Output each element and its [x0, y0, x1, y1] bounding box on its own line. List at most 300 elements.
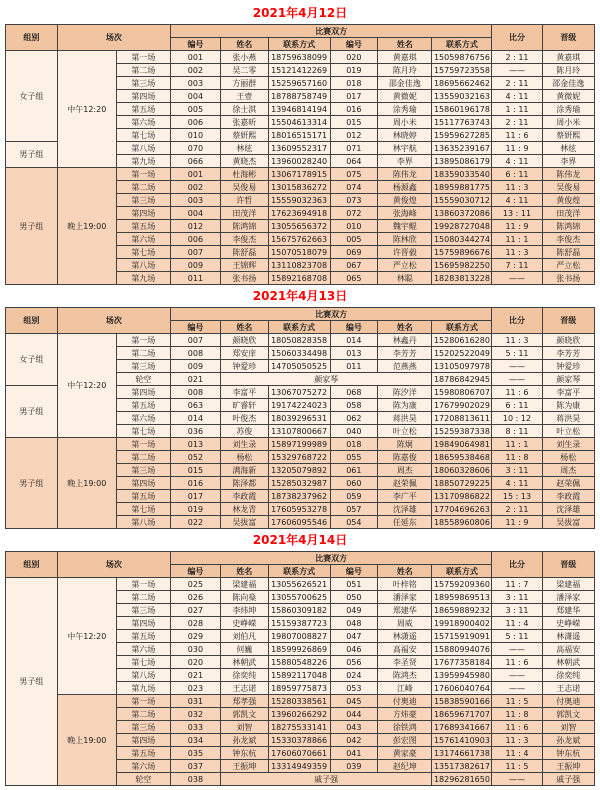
cell-advance: 李俊杰	[542, 233, 594, 246]
cell-name: 杨源鑫	[378, 181, 432, 194]
cell-number: 012	[330, 129, 378, 142]
cell-advance: 黄微妮	[542, 90, 594, 103]
cell-number: 068	[330, 386, 378, 399]
session-cell: 晚上19:00	[57, 438, 116, 529]
cell-number: 013	[330, 347, 378, 360]
cell-match: 第八场	[116, 669, 170, 682]
cell-score: 4 : 11	[492, 90, 542, 103]
header-num: 编号	[170, 321, 220, 334]
cell-name: 苏俊	[220, 425, 268, 438]
cell-match: 第三场	[116, 464, 170, 477]
cell-match: 第八场	[116, 142, 170, 155]
cell-number: 019	[330, 64, 378, 77]
cell-number: 043	[330, 721, 378, 734]
cell-number: 001	[170, 168, 220, 181]
cell-contact: 13635239167	[432, 142, 492, 155]
cell-match: 第五场	[116, 490, 170, 503]
data-row	[6, 695, 595, 708]
cell-contact: 15121412269	[268, 64, 330, 77]
cell-name: 范燕燕	[378, 360, 432, 373]
cell-number: 031	[170, 695, 220, 708]
cell-name: 田茂洋	[220, 207, 268, 220]
cell-score: 2 : 11	[492, 503, 542, 516]
cell-number: 020	[330, 51, 378, 64]
cell-contact: 15559032363	[268, 194, 330, 207]
cell-advance: 王振坤	[542, 760, 594, 773]
cell-contact: 18659671707	[432, 708, 492, 721]
cell-name: 张海峰	[378, 207, 432, 220]
cell-name: 郑孝强	[220, 695, 268, 708]
cell-name: 潘泽家	[378, 591, 432, 604]
cell-number: 024	[330, 669, 378, 682]
date-title: 2021年4月12日	[252, 6, 348, 20]
cell-advance: 叶立松	[542, 425, 594, 438]
cell-match: 第三场	[116, 77, 170, 90]
group-cell: 男子组	[6, 168, 58, 285]
match-table	[5, 24, 595, 285]
cell-score: 3 : 11	[492, 464, 542, 477]
cell-contact: 13055700625	[268, 591, 330, 604]
cell-match: 第九场	[116, 682, 170, 695]
cell-match: 第四场	[116, 734, 170, 747]
cell-number: 006	[170, 233, 220, 246]
tables-root	[5, 6, 595, 786]
cell-advance: 付奥迪	[542, 695, 594, 708]
cell-advance: 赵荣佩	[542, 477, 594, 490]
cell-name: 任延东	[378, 516, 432, 529]
cell-advance: 黄嘉琪	[542, 51, 594, 64]
cell-contact: 17677358184	[432, 656, 492, 669]
cell-number: 070	[170, 142, 220, 155]
group-cell: 女子组	[6, 334, 58, 386]
cell-contact: 15280616280	[432, 334, 492, 347]
cell-match: 第五场	[116, 399, 170, 412]
cell-match: 第七场	[116, 425, 170, 438]
cell-name: 李富平	[220, 386, 268, 399]
cell-score: 15 : 13	[492, 490, 542, 503]
cell-match: 第六场	[116, 116, 170, 129]
header-group: 组别	[6, 308, 58, 334]
cell-contact: 13105097978	[432, 360, 492, 373]
cell-contact: 18060328606	[432, 464, 492, 477]
cell-number: 038	[170, 773, 220, 786]
header-name: 姓名	[378, 321, 432, 334]
cell-match: 第四场	[116, 207, 170, 220]
cell-contact: 18959869513	[432, 591, 492, 604]
cell-contact: 13517382617	[432, 760, 492, 773]
cell-name: 黄嘉琪	[378, 51, 432, 64]
cell-name: 黄俊煌	[378, 194, 432, 207]
cell-score: 4 : 11	[492, 194, 542, 207]
cell-name: 李圣贤	[378, 656, 432, 669]
cell-score: 11 : 9	[492, 516, 542, 529]
cell-score: ——	[492, 669, 542, 682]
cell-match: 第三场	[116, 360, 170, 373]
cell-contact: 15980806707	[432, 386, 492, 399]
cell-contact: 15059876756	[432, 51, 492, 64]
cell-name: 刘智	[220, 721, 268, 734]
cell-match: 第六场	[116, 643, 170, 656]
cell-number: 048	[330, 617, 378, 630]
cell-score: 11 : 9	[492, 220, 542, 233]
cell-contact: 13559032163	[432, 90, 492, 103]
cell-contact: 13107800667	[268, 425, 330, 438]
cell-number: 027	[170, 604, 220, 617]
cell-contact: 15070518079	[268, 246, 330, 259]
header-name: 姓名	[220, 38, 268, 51]
cell-number: 066	[170, 155, 220, 168]
cell-contact: 17606070661	[268, 747, 330, 760]
header-contact: 联系方式	[432, 321, 492, 334]
cell-number: 044	[330, 708, 378, 721]
cell-score: 11 : 6	[492, 721, 542, 734]
cell-number: 015	[330, 116, 378, 129]
cell-advance: 杨松	[542, 451, 594, 464]
cell-number: 013	[170, 438, 220, 451]
cell-name: 陈鸿杰	[378, 669, 432, 682]
cell-number: 001	[170, 51, 220, 64]
session-cell: 中午12:20	[57, 334, 116, 438]
cell-number: 016	[330, 103, 378, 116]
cell-contact: 13946814194	[268, 103, 330, 116]
schedule-table-block-2	[5, 289, 595, 529]
cell-name: 付奥迪	[378, 695, 432, 708]
cell-name: 陈林欣	[378, 233, 432, 246]
date-title: 2021年4月14日	[252, 533, 348, 547]
cell-number: 008	[170, 386, 220, 399]
cell-number: 041	[330, 747, 378, 760]
cell-match: 第三场	[116, 194, 170, 207]
cell-contact: 18659538468	[432, 451, 492, 464]
cell-advance: 孙龙斌	[542, 734, 594, 747]
cell-number: 030	[170, 643, 220, 656]
cell-contact: 15892117048	[268, 669, 330, 682]
cell-score: 11 : 4	[492, 617, 542, 630]
header-both-sides: 比赛双方	[170, 25, 492, 38]
cell-contact: 18759638099	[268, 51, 330, 64]
cell-name: 叶俊杰	[220, 412, 268, 425]
cell-name: 张嘉昕	[220, 116, 268, 129]
cell-name: 张小燕	[220, 51, 268, 64]
cell-name: 徐士淇	[220, 103, 268, 116]
cell-contact: 13314949359	[268, 760, 330, 773]
cell-contact: 15759896676	[432, 246, 492, 259]
cell-number: 015	[170, 464, 220, 477]
cell-contact: 13860372086	[432, 207, 492, 220]
cell-name: 林潇遥	[378, 630, 432, 643]
cell-advance: 黄俊煌	[542, 194, 594, 207]
cell-score: 11 : 6	[492, 656, 542, 669]
cell-name: 邵金佳逸	[378, 77, 432, 90]
cell-name: 陈舒磊	[220, 246, 268, 259]
cell-name: 王振坤	[220, 760, 268, 773]
header-num: 编号	[330, 321, 378, 334]
schedule-table-block-3	[5, 533, 595, 786]
data-row	[6, 51, 595, 64]
cell-advance: 邵金佳逸	[542, 77, 594, 90]
cell-score: 2 : 11	[492, 116, 542, 129]
cell-contact: 18016515171	[268, 129, 330, 142]
header-contact: 联系方式	[268, 565, 330, 578]
cell-name: 李政霞	[220, 490, 268, 503]
cell-name: 陈向燊	[220, 591, 268, 604]
cell-name: 陈月玲	[378, 64, 432, 77]
cell-number: 017	[170, 490, 220, 503]
group-cell: 男子组	[6, 142, 58, 168]
cell-contact: 15559030712	[432, 194, 492, 207]
header-session: 场次	[57, 308, 170, 334]
cell-name: 周杰	[378, 464, 432, 477]
header-num: 编号	[170, 565, 220, 578]
cell-number: 053	[330, 682, 378, 695]
cell-score: ——	[492, 360, 542, 373]
cell-name: 林鑫丹	[378, 334, 432, 347]
session-cell: 晚上19:00	[57, 695, 116, 786]
cell-name: 梁建福	[220, 578, 268, 591]
cell-advance: 周杰	[542, 464, 594, 477]
cell-contact: 18738237962	[268, 490, 330, 503]
cell-number: 072	[330, 207, 378, 220]
cell-score: 5 : 11	[492, 347, 542, 360]
cell-advance: 王志诺	[542, 682, 594, 695]
cell-match: 第二场	[116, 64, 170, 77]
header-contact: 联系方式	[268, 38, 330, 51]
header-contact: 联系方式	[268, 321, 330, 334]
cell-match: 第九场	[116, 155, 170, 168]
header-name: 姓名	[220, 321, 268, 334]
cell-name: 李芳芳	[378, 347, 432, 360]
cell-name: 林龙青	[220, 503, 268, 516]
cell-contact: 18359033540	[432, 168, 492, 181]
cell-number: 065	[330, 272, 378, 285]
cell-score: ——	[492, 272, 542, 285]
cell-contact: 15897199989	[268, 438, 330, 451]
cell-number: 002	[170, 181, 220, 194]
cell-name: 林宇航	[378, 142, 432, 155]
group-cell: 女子组	[6, 51, 58, 142]
cell-match: 第一场	[116, 578, 170, 591]
cell-contact: 19928727048	[432, 220, 492, 233]
cell-number: 042	[330, 734, 378, 747]
cell-match: 轮空	[116, 773, 170, 786]
cell-number: 045	[330, 695, 378, 708]
cell-name: 王锦辉	[220, 259, 268, 272]
cell-number: 018	[330, 77, 378, 90]
cell-contact: 19807008827	[268, 630, 330, 643]
header-score: 比分	[492, 552, 542, 578]
cell-score: 2 : 11	[492, 51, 542, 64]
cell-number: 003	[170, 77, 220, 90]
cell-contact: 18959775873	[268, 682, 330, 695]
session-cell: 中午12:20	[57, 578, 116, 695]
cell-name: 刘生录	[220, 438, 268, 451]
cell-contact: 18959881775	[432, 181, 492, 194]
cell-number: 009	[170, 360, 220, 373]
cell-contact: 15159387723	[268, 617, 330, 630]
cell-advance: 陈伟龙	[542, 168, 594, 181]
cell-name: 刘伯凡	[220, 630, 268, 643]
cell-match: 第四场	[116, 477, 170, 490]
cell-name: 严立松	[378, 259, 432, 272]
cell-match: 第四场	[116, 90, 170, 103]
cell-advance: 戚子强	[542, 773, 594, 786]
cell-number: 035	[170, 747, 220, 760]
cell-score: 11 : 9	[492, 142, 542, 155]
cell-contact: 13205079892	[268, 464, 330, 477]
cell-contact: 17606040764	[432, 682, 492, 695]
cell-number: 012	[170, 220, 220, 233]
cell-score: 4 : 11	[492, 155, 542, 168]
cell-match: 第八场	[116, 259, 170, 272]
cell-advance: 陈月玲	[542, 64, 594, 77]
cell-name: 黄晓杰	[220, 155, 268, 168]
cell-score: 11 : 8	[492, 451, 542, 464]
cell-number: 047	[330, 630, 378, 643]
cell-name: 李炜坤	[220, 604, 268, 617]
cell-contact: 15080344274	[432, 233, 492, 246]
cell-contact: 15504613314	[268, 116, 330, 129]
header-contact: 联系方式	[432, 38, 492, 51]
cell-score: 11 : 3	[492, 181, 542, 194]
cell-number: 054	[330, 516, 378, 529]
cell-match: 第一场	[116, 51, 170, 64]
cell-advance: 颜晓欣	[542, 334, 594, 347]
cell-match: 第二场	[116, 181, 170, 194]
cell-match: 第一场	[116, 334, 170, 347]
cell-match: 第五场	[116, 630, 170, 643]
cell-contact: 15860196178	[432, 103, 492, 116]
cell-contact: 15259657160	[268, 77, 330, 90]
cell-score: 6 : 11	[492, 168, 542, 181]
cell-advance: 李富平	[542, 386, 594, 399]
cell-advance: 徐奕纯	[542, 669, 594, 682]
header-advance: 晋级	[542, 308, 594, 334]
cell-contact: 13959945980	[432, 669, 492, 682]
cell-number: 004	[170, 207, 220, 220]
cell-score: 5 : 11	[492, 630, 542, 643]
cell-match: 第五场	[116, 103, 170, 116]
header-both-sides: 比赛双方	[170, 308, 492, 321]
cell-match: 第五场	[116, 220, 170, 233]
cell-contact: 13170986822	[432, 490, 492, 503]
cell-contact: 13960028240	[268, 155, 330, 168]
cell-score: 10 : 12	[492, 412, 542, 425]
cell-advance: 史峥嵘	[542, 617, 594, 630]
cell-score: 11 : 5	[492, 760, 542, 773]
cell-match: 第一场	[116, 695, 170, 708]
cell-contact: 15675762663	[268, 233, 330, 246]
cell-advance: 高福安	[542, 643, 594, 656]
cell-number: 007	[170, 334, 220, 347]
cell-number: 036	[170, 425, 220, 438]
cell-contact: 18558960806	[432, 516, 492, 529]
cell-contact: 18050828358	[268, 334, 330, 347]
header-both-sides: 比赛双方	[170, 552, 492, 565]
cell-score: 11 : 5	[492, 695, 542, 708]
cell-number: 062	[330, 412, 378, 425]
cell-advance: 严立松	[542, 259, 594, 272]
cell-contact: 17606095546	[268, 516, 330, 529]
cell-bye-name: 戚子强	[220, 773, 431, 786]
cell-name: 涂秀瑜	[378, 103, 432, 116]
cell-advance: 郭凯文	[542, 708, 594, 721]
cell-advance: 蔡妍熙	[542, 129, 594, 142]
cell-score: ——	[492, 773, 542, 786]
cell-contact: 13015836272	[268, 181, 330, 194]
cell-score: 11 : 3	[492, 334, 542, 347]
header-name: 姓名	[378, 565, 432, 578]
cell-name: 魏宇鲲	[378, 220, 432, 233]
cell-advance: 钟东杭	[542, 747, 594, 760]
cell-name: 王志诺	[220, 682, 268, 695]
cell-advance: 林朝武	[542, 656, 594, 669]
date-title: 2021年4月13日	[252, 289, 348, 303]
cell-contact: 15060334498	[268, 347, 330, 360]
cell-number: 052	[170, 451, 220, 464]
cell-match: 第四场	[116, 386, 170, 399]
header-advance: 晋级	[542, 25, 594, 51]
data-row	[6, 334, 595, 347]
cell-number: 002	[170, 64, 220, 77]
cell-name: 吴俊易	[220, 181, 268, 194]
cell-number: 010	[330, 220, 378, 233]
cell-number: 016	[170, 477, 220, 490]
cell-advance: 吴拔富	[542, 516, 594, 529]
cell-number: 074	[330, 181, 378, 194]
cell-match: 轮空	[116, 373, 170, 386]
cell-number: 063	[170, 399, 220, 412]
cell-score: 11 : 6	[492, 386, 542, 399]
cell-name: 孙龙斌	[220, 734, 268, 747]
cell-contact: 13055656372	[268, 220, 330, 233]
cell-match: 第六场	[116, 412, 170, 425]
cell-score: ——	[492, 643, 542, 656]
session-cell: 晚上19:00	[57, 168, 116, 285]
cell-name: 李界	[378, 155, 432, 168]
cell-number: 060	[330, 477, 378, 490]
cell-number: 010	[170, 129, 220, 142]
cell-number: 075	[330, 168, 378, 181]
cell-bye-name: 颜家琴	[220, 373, 431, 386]
group-cell: 男子组	[6, 386, 58, 438]
cell-name: 许哲	[220, 194, 268, 207]
cell-match: 第二场	[116, 708, 170, 721]
cell-contact: 15880548226	[268, 656, 330, 669]
cell-number: 020	[170, 656, 220, 669]
cell-name: 黄家豪	[378, 747, 432, 760]
group-cell: 男子组	[6, 578, 58, 786]
cell-number: 005	[330, 233, 378, 246]
session-cell: 中午12:20	[57, 51, 116, 168]
cell-advance: 刘生录	[542, 438, 594, 451]
cell-name: 赵荣佩	[378, 477, 432, 490]
cell-score: 6 : 11	[492, 399, 542, 412]
cell-name: 林朝武	[220, 656, 268, 669]
cell-contact: 17208813611	[432, 412, 492, 425]
cell-number: 014	[330, 334, 378, 347]
cell-name: 杜海彬	[220, 168, 268, 181]
cell-match: 第五场	[116, 747, 170, 760]
cell-contact: 15759209360	[432, 578, 492, 591]
header-group: 组别	[6, 552, 58, 578]
cell-contact: 18039296531	[268, 412, 330, 425]
cell-score: 7 : 11	[492, 259, 542, 272]
cell-score: 3 : 11	[492, 591, 542, 604]
cell-advance: 陈舒磊	[542, 246, 594, 259]
cell-number: 055	[330, 451, 378, 464]
cell-match: 第七场	[116, 246, 170, 259]
cell-advance: 钟爱珍	[542, 360, 594, 373]
